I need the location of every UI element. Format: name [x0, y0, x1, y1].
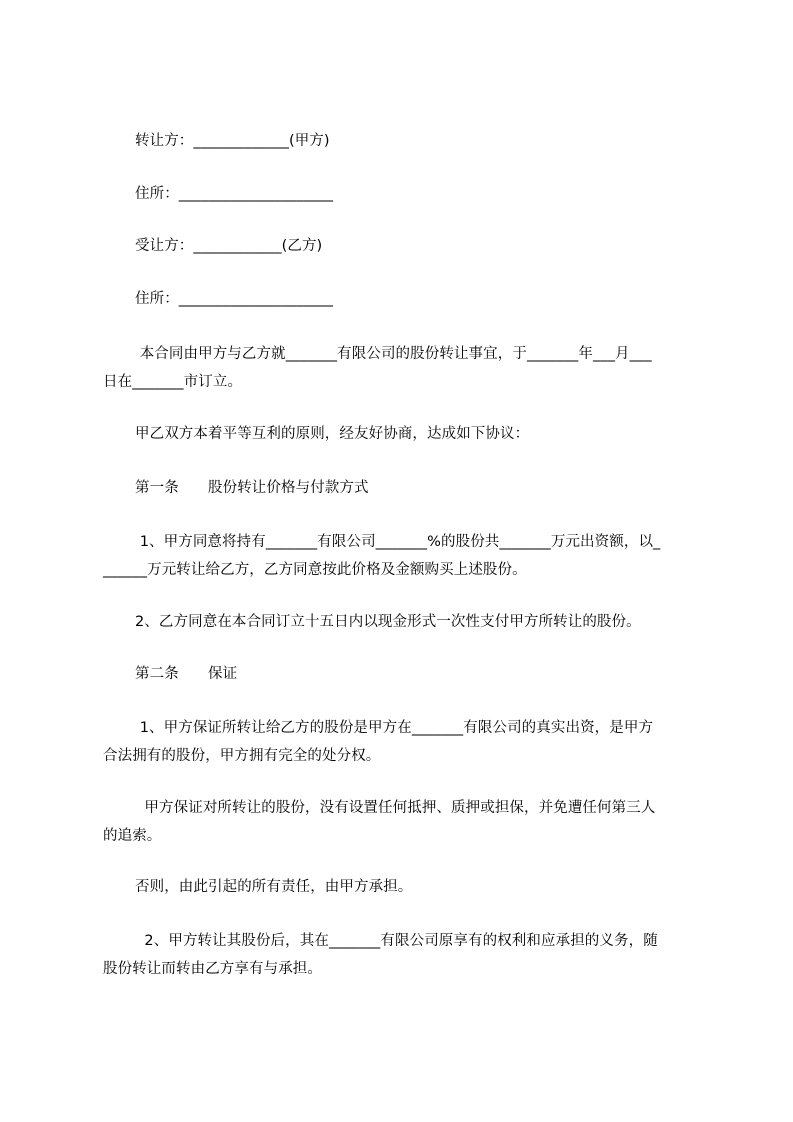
preamble-line-2: 日在_______市订立。	[103, 374, 243, 390]
guarantee-line-1: 甲方保证对所转让的股份，没有设置任何抵押、质押或担保，并免遭任何第三人	[135, 800, 656, 816]
article-2-heading: 第二条 保证	[135, 666, 238, 682]
article-2-clause-1-line-2: 合法拥有的股份，甲方拥有完全的处分权。	[103, 748, 381, 764]
agreement-intro: 甲乙双方本着平等互利的原则，经友好协商，达成如下协议：	[135, 426, 530, 442]
article-1-clause-2: 2、乙方同意在本合同订立十五日内以现金形式一次性支付甲方所转让的股份。	[135, 614, 641, 630]
guarantee-line-2: 的追索。	[103, 828, 162, 844]
article-1-heading: 第一条 股份转让价格与付款方式	[135, 480, 369, 496]
transferor-address-line: 住所：_____________________	[135, 186, 334, 202]
transferee-line: 受让方：____________(乙方)	[135, 238, 323, 254]
preamble-line-1: 本合同由甲方与乙方就_______有限公司的股份转让事宜，于_______年___月___	[135, 346, 652, 362]
article-2-clause-2-line-2: 股份转让而转由乙方享有与承担。	[103, 961, 322, 977]
transferor-line: 转让方：_____________(甲方)	[135, 133, 330, 149]
transferee-address-line: 住所：_____________________	[135, 291, 334, 307]
article-1-clause-1-line-2: ______万元转让给乙方，乙方同意按此价格及金额购买上述股份。	[103, 562, 527, 578]
liability-line: 否则，由此引起的所有责任，由甲方承担。	[135, 879, 413, 895]
article-1-clause-1-line-1: 1、甲方同意将持有_______有限公司_______%的股份共_______万元出资额，以_	[135, 534, 661, 550]
article-2-clause-1-line-1: 1、甲方保证所转让给乙方的股份是甲方在_______有限公司的真实出资，是甲方	[135, 720, 654, 736]
article-2-clause-2-line-1: 2、甲方转让其股份后，其在_______有限公司原享有的权利和应承担的义务，随	[135, 933, 658, 949]
